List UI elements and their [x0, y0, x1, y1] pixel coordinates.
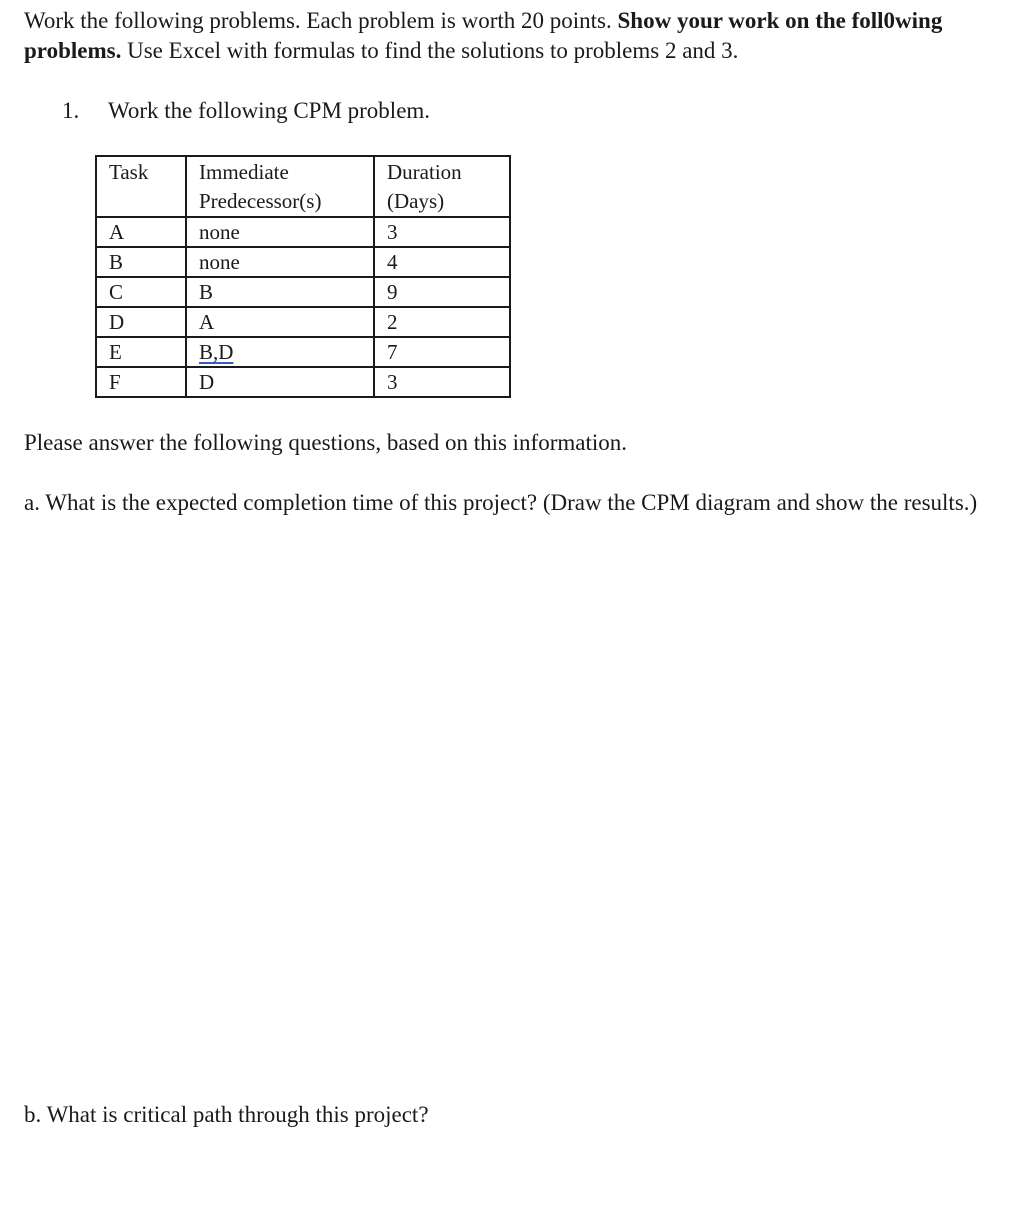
table-row — [96, 337, 510, 367]
predecessor-cell: none — [186, 247, 374, 277]
cpm-table — [95, 155, 511, 398]
duration-cell: 2 — [374, 307, 510, 337]
instructions-text: Please answer the following questions, based on this information. — [24, 430, 628, 455]
table-row — [96, 277, 510, 307]
problem-1-heading — [62, 96, 430, 126]
question-b: b. What is critical path through this project? — [24, 1102, 429, 1127]
table-row — [96, 217, 510, 247]
intro-paragraph — [24, 6, 999, 66]
table-row — [96, 247, 510, 277]
predecessor-cell: B — [186, 277, 374, 307]
predecessor-cell: A — [186, 307, 374, 337]
duration-cell: 3 — [374, 367, 510, 397]
predecessor-cell: D — [186, 367, 374, 397]
header-duration: Duration (Days) — [374, 156, 510, 217]
table-row — [96, 307, 510, 337]
duration-cell: 4 — [374, 247, 510, 277]
intro-text-2: Use Excel with formulas to find the solutions to problems 2 and 3. — [121, 38, 739, 63]
problem-title: Work the following CPM problem. — [108, 98, 431, 123]
duration-cell: 9 — [374, 277, 510, 307]
question-a: a. What is the expected completion time of this project? (Draw the CPM diagram and show the results.) — [24, 490, 978, 515]
task-cell: E — [96, 337, 186, 367]
predecessor-cell — [186, 337, 374, 367]
task-cell: C — [96, 277, 186, 307]
table-header-row — [96, 156, 510, 217]
header-predecessors: Immediate Predecessor(s) — [186, 156, 374, 217]
intro-text-1: Work the following problems. Each problem is worth 20 points. — [24, 8, 618, 33]
task-cell: A — [96, 217, 186, 247]
intro-bold-text: Show your work on the foll0wing problems. — [24, 8, 943, 63]
task-cell: F — [96, 367, 186, 397]
predecessor-cell: none — [186, 217, 374, 247]
header-task: Task — [96, 156, 186, 217]
duration-cell: 7 — [374, 337, 510, 367]
task-cell: D — [96, 307, 186, 337]
duration-cell: 3 — [374, 217, 510, 247]
task-cell: B — [96, 247, 186, 277]
problem-number: 1. — [62, 98, 80, 123]
table-row — [96, 367, 510, 397]
spellcheck-underlined-text: B,D — [199, 340, 234, 364]
